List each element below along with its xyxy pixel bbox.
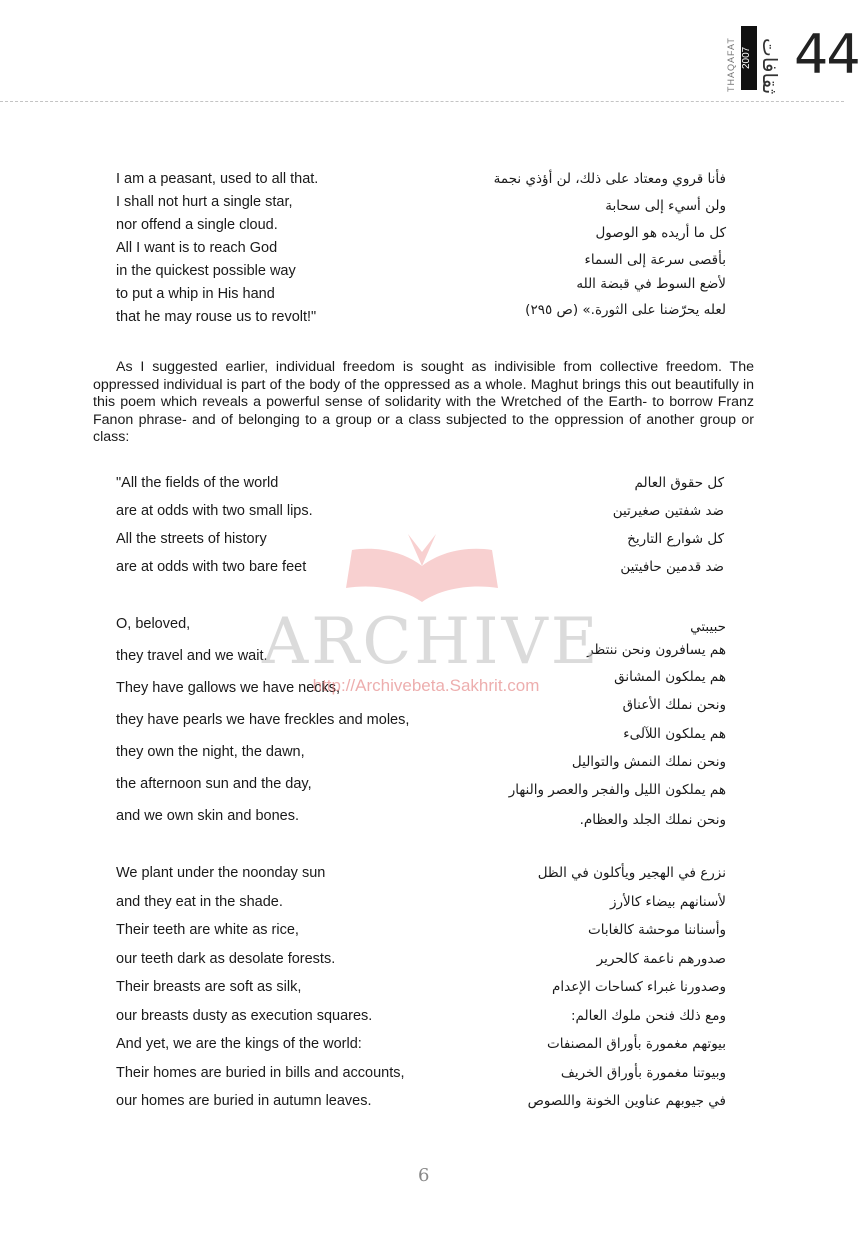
english-verse: to put a whip in His hand: [116, 286, 275, 302]
arabic-verse: بيوتهم مغمورة بأوراق المصنفات: [547, 1036, 726, 1052]
poem-line: [116, 1008, 726, 1037]
arabic-verse: في جيوبهم عناوين الخونة واللصوص: [527, 1093, 726, 1109]
arabic-verse: ضد شفتين صغيرتين: [612, 503, 724, 519]
arabic-verse: بأقصى سرعة إلى السماء: [584, 252, 726, 268]
english-verse: that he may rouse us to revolt!": [116, 309, 317, 325]
poem-line: [116, 1036, 726, 1065]
arabic-verse: وبيوتنا مغمورة بأوراق الخريف: [560, 1064, 726, 1081]
arabic-verse: ونحن نملك النمش والتواليل: [571, 754, 726, 770]
arabic-verse: لأضع السوط في قبضة الله: [576, 276, 726, 292]
magazine-arabic-name: ثقافات: [758, 37, 782, 94]
poem-line: [116, 240, 726, 268]
poem-line: [116, 475, 726, 503]
english-verse: they own the night, the dawn,: [116, 744, 305, 760]
magazine-latin-name: THAQAFAT: [726, 37, 736, 92]
english-verse: All I want is to reach God: [116, 240, 278, 256]
english-verse: And yet, we are the kings of the world:: [116, 1036, 362, 1052]
arabic-verse: صدورهم ناعمة كالحرير: [596, 950, 726, 967]
page-number: 44: [794, 23, 859, 86]
arabic-verse: كل ما أريده هو الوصول: [595, 225, 726, 241]
archive-watermark: [262, 530, 601, 710]
poem-line: [116, 1065, 726, 1094]
arabic-verse: وصدورنا غبراء كساحات الإعدام: [552, 979, 726, 995]
poem-line: [116, 894, 726, 923]
english-verse: Their teeth are white as rice,: [116, 922, 299, 938]
poem-excerpt-4: [116, 865, 726, 1122]
arabic-verse: ونحن نملك الجلد والعظام.: [579, 812, 726, 828]
english-verse: "All the fields of the world: [116, 475, 279, 491]
arabic-verse: ضد قدمين حافيتين: [620, 559, 724, 575]
english-verse: they have pearls we have freckles and moles,: [116, 712, 410, 728]
poem-line: [116, 309, 726, 332]
issue-year: 2007: [741, 26, 757, 90]
english-verse: O, beloved,: [116, 616, 191, 632]
poem-line: [116, 979, 726, 1008]
arabic-verse: كل حقوق العالم: [634, 475, 724, 491]
poem-line: [116, 1093, 726, 1122]
arabic-verse: هم يملكون اللآلىء: [623, 726, 726, 742]
english-verse: and they eat in the shade.: [116, 893, 283, 910]
arabic-verse: لعله يحرّضنا على الثورة.» (ص ٢٩٥): [525, 302, 726, 318]
english-verse: nor offend a single cloud.: [116, 217, 278, 233]
arabic-verse: ونحن نملك الأعناق: [622, 697, 726, 713]
poem-line: [116, 865, 726, 894]
poem-line: [116, 217, 726, 240]
arabic-verse: ولن أسيء إلى سحابة: [605, 198, 726, 214]
english-verse: the afternoon sun and the day,: [116, 776, 312, 792]
watermark-title: ARCHIVE: [262, 605, 601, 679]
english-verse: They have gallows we have necks,: [116, 680, 341, 696]
footer-page-mark: 6: [418, 1165, 430, 1186]
arabic-verse: هم يملكون المشانق: [614, 669, 726, 685]
english-verse: All the streets of history: [116, 531, 267, 547]
poem-line: [116, 263, 726, 292]
poem-line: [116, 922, 726, 951]
arabic-verse: حبيبتي: [690, 619, 726, 635]
english-verse: they travel and we wait.: [116, 648, 268, 664]
arabic-verse: نزرع في الهجير ويأكلون في الظل: [537, 865, 726, 881]
arabic-verse: وأسناننا موحشة كالغابات: [588, 922, 726, 938]
english-verse: I shall not hurt a single star,: [116, 194, 293, 210]
english-verse: Their homes are buried in bills and accounts,: [116, 1064, 405, 1081]
english-verse: in the quickest possible way: [116, 263, 296, 279]
english-verse: our breasts dusty as execution squares.: [116, 1007, 373, 1024]
body-paragraph: As I suggested earlier, individual freedom is sought as indivisible from collective freedom. The oppressed individual is part of the body of the oppressed as a whole. Maghut brings this out beautifully in this poem which reveals a powerful sense of solidarity with the Wretched of the Earth- to borrow Franz Fanon phrase- and of belonging to a group or a class subjected to the oppression of another group or class:: [93, 359, 754, 445]
english-verse: are at odds with two small lips.: [116, 503, 313, 519]
english-verse: our homes are buried in autumn leaves.: [116, 1093, 372, 1109]
arabic-verse: لأسنانهم بيضاء كالأرز: [609, 893, 726, 910]
poem-line: [116, 951, 726, 980]
poem-excerpt-1: [116, 171, 726, 332]
arabic-verse: كل شوارع التاريخ: [627, 531, 724, 547]
english-verse: Their breasts are soft as silk,: [116, 979, 302, 995]
poem-line: [116, 503, 726, 531]
header-rule: [0, 101, 844, 102]
poem-line: [116, 194, 726, 217]
open-book-icon: [342, 530, 502, 610]
poem-line: [116, 171, 726, 194]
arabic-verse: ومع ذلك فنحن ملوك العالم:: [570, 1007, 726, 1024]
arabic-verse: فأنا قروي ومعتاد على ذلك، لن أؤذي نجمة: [493, 171, 726, 187]
english-verse: I am a peasant, used to all that.: [116, 171, 319, 187]
watermark-url: http://Archivebeta.Sakhrit.com: [312, 676, 540, 695]
english-verse: We plant under the noonday sun: [116, 865, 326, 881]
english-verse: our teeth dark as desolate forests.: [116, 950, 336, 967]
english-verse: and we own skin and bones.: [116, 808, 299, 824]
english-verse: are at odds with two bare feet: [116, 559, 307, 575]
arabic-verse: هم يملكون الليل والفجر والعصر والنهار: [508, 782, 726, 798]
arabic-verse: هم يسافرون ونحن ننتظر: [587, 642, 726, 658]
